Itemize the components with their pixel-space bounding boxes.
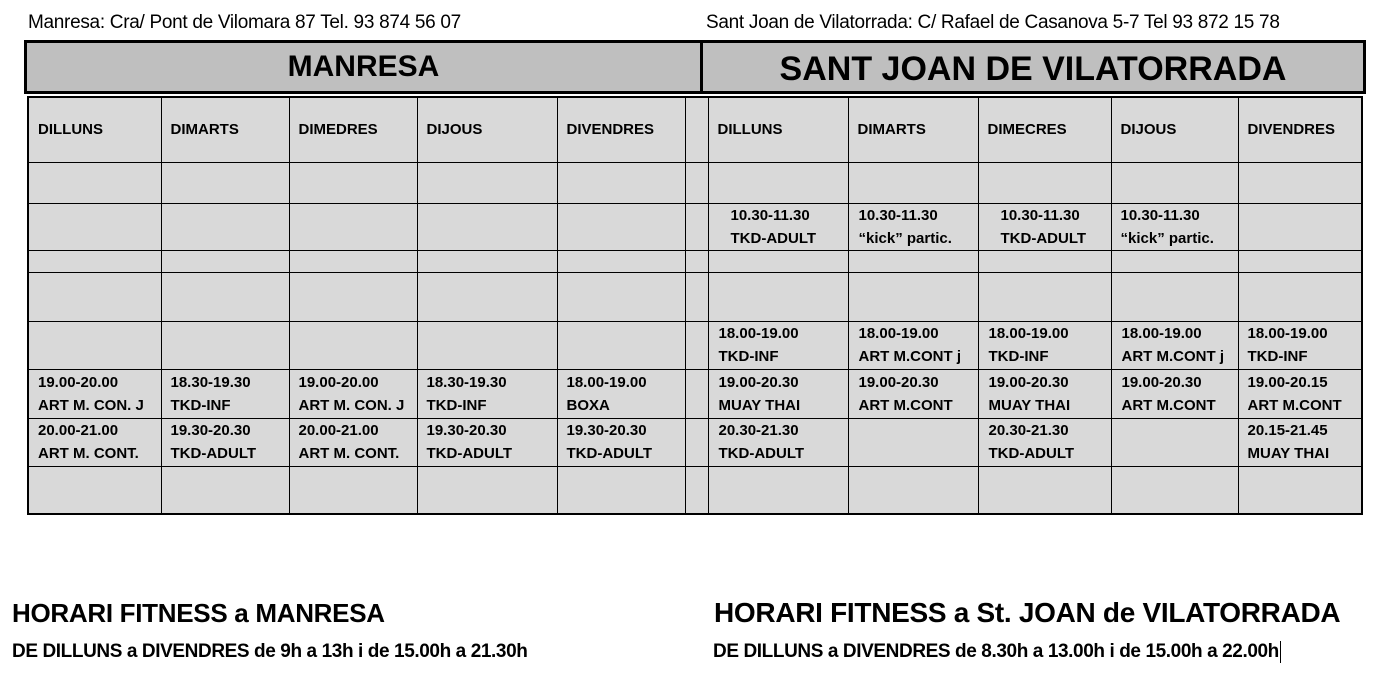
santjoan-class-cell bbox=[848, 162, 978, 203]
class-time: 18.00-19.00 bbox=[718, 325, 799, 342]
manresa-class-cell bbox=[417, 162, 557, 203]
manresa-class-cell bbox=[289, 203, 417, 250]
santjoan-class-cell bbox=[978, 162, 1111, 203]
schedule-row bbox=[28, 418, 1362, 466]
manresa-class-cell bbox=[417, 369, 557, 418]
class-time: 10.30-11.30 bbox=[1000, 206, 1080, 224]
santjoan-class-cell bbox=[978, 250, 1111, 272]
schedule-row bbox=[28, 321, 1362, 369]
class-name: MUAY THAI bbox=[1247, 445, 1330, 462]
class-time: 20.00-21.00 bbox=[38, 422, 119, 439]
manresa-class-cell bbox=[161, 162, 289, 203]
santjoan-class-cell bbox=[848, 272, 978, 321]
manresa-class-cell bbox=[557, 203, 685, 250]
class-name: ART M. CON. J bbox=[298, 396, 405, 414]
class-time: 18.00-19.00 bbox=[858, 325, 939, 342]
class-time: 18.00-19.00 bbox=[1247, 325, 1328, 342]
class-name: ART M. CONT. bbox=[38, 445, 139, 462]
manresa-day-header: DIMARTS bbox=[161, 97, 289, 162]
class-time: 20.15-21.45 bbox=[1247, 422, 1328, 439]
manresa-class-cell bbox=[557, 466, 685, 514]
class-time: 18.00-19.00 bbox=[988, 325, 1069, 342]
gap-column bbox=[685, 250, 708, 272]
santjoan-class-cell bbox=[1238, 203, 1362, 250]
manresa-class-cell bbox=[557, 321, 685, 369]
class-time: 19.00-20.30 bbox=[988, 373, 1069, 391]
santjoan-title: SANT JOAN DE VILATORRADA bbox=[779, 49, 1287, 88]
class-name: ART M.CONT bbox=[858, 396, 953, 414]
santjoan-class-cell bbox=[1238, 466, 1362, 514]
manresa-class-cell bbox=[289, 418, 417, 466]
manresa-class-cell bbox=[161, 321, 289, 369]
santjoan-class-cell bbox=[848, 418, 978, 466]
class-name: TKD-ADULT bbox=[1000, 229, 1087, 247]
santjoan-class-cell bbox=[848, 466, 978, 514]
class-time: 18.00-19.00 bbox=[1121, 325, 1202, 342]
class-time: 19.00-20.30 bbox=[858, 373, 939, 391]
gap-column bbox=[685, 203, 708, 250]
class-name: TKD-INF bbox=[1247, 348, 1308, 365]
manresa-class-cell bbox=[28, 203, 161, 250]
santjoan-class-cell bbox=[1111, 321, 1238, 369]
santjoan-class-cell bbox=[708, 321, 848, 369]
santjoan-class-cell bbox=[978, 203, 1111, 250]
manresa-class-cell bbox=[417, 272, 557, 321]
manresa-class-cell bbox=[557, 272, 685, 321]
manresa-class-cell bbox=[417, 203, 557, 250]
manresa-class-cell bbox=[417, 418, 557, 466]
manresa-class-cell bbox=[28, 466, 161, 514]
manresa-class-cell bbox=[28, 321, 161, 369]
santjoan-class-cell bbox=[978, 272, 1111, 321]
manresa-title: MANRESA bbox=[27, 43, 703, 91]
manresa-class-cell bbox=[161, 418, 289, 466]
manresa-fitness-hours: DE DILLUNS a DIVENDRES de 9h a 13h i de 15.00h a 21.30h bbox=[12, 641, 528, 662]
manresa-day-header: DILLUNS bbox=[28, 97, 161, 162]
class-time: 20.30-21.30 bbox=[718, 422, 799, 439]
gap-column bbox=[685, 369, 708, 418]
class-time: 19.00-20.30 bbox=[718, 373, 799, 391]
santjoan-fitness-hours-line[interactable] bbox=[713, 641, 1281, 663]
santjoan-class-cell bbox=[1238, 272, 1362, 321]
manresa-class-cell bbox=[557, 418, 685, 466]
class-name: ART M.CONT j bbox=[1121, 348, 1224, 365]
santjoan-class-cell bbox=[1238, 369, 1362, 418]
class-time: 19.00-20.00 bbox=[298, 373, 379, 391]
class-time: 18.30-19.30 bbox=[426, 373, 507, 391]
santjoan-class-cell bbox=[1111, 466, 1238, 514]
manresa-class-cell bbox=[417, 466, 557, 514]
manresa-class-cell bbox=[28, 418, 161, 466]
class-time: 19.00-20.30 bbox=[1121, 373, 1202, 391]
location-banner bbox=[24, 40, 1366, 94]
manresa-class-cell bbox=[161, 272, 289, 321]
manresa-class-cell bbox=[289, 250, 417, 272]
manresa-class-cell bbox=[417, 250, 557, 272]
class-name: TKD-INF bbox=[718, 348, 779, 365]
manresa-fitness-title: HORARI FITNESS a MANRESA bbox=[12, 598, 385, 628]
class-name: BOXA bbox=[566, 396, 610, 414]
manresa-class-cell bbox=[161, 466, 289, 514]
class-name: ART M.CONT j bbox=[858, 348, 961, 365]
santjoan-day-header: DIMECRES bbox=[978, 97, 1111, 162]
class-time: 20.30-21.30 bbox=[988, 422, 1069, 439]
manresa-class-cell bbox=[28, 369, 161, 418]
manresa-class-cell bbox=[161, 250, 289, 272]
class-time: 18.00-19.00 bbox=[566, 373, 647, 391]
class-time: 19.30-20.30 bbox=[426, 422, 507, 439]
manresa-class-cell bbox=[161, 369, 289, 418]
manresa-class-cell bbox=[557, 162, 685, 203]
class-time: 10.30-11.30 bbox=[1120, 206, 1200, 224]
class-name: TKD-ADULT bbox=[170, 445, 257, 462]
santjoan-fitness-title: HORARI FITNESS a St. JOAN de VILATORRADA bbox=[714, 597, 1341, 628]
santjoan-class-cell bbox=[1238, 321, 1362, 369]
manresa-class-cell bbox=[161, 203, 289, 250]
gap-column bbox=[685, 321, 708, 369]
santjoan-fitness-hours: DE DILLUNS a DIVENDRES de 8.30h a 13.00h i de 15.00h a 22.00h bbox=[713, 641, 1279, 663]
santjoan-day-header: DILLUNS bbox=[708, 97, 848, 162]
class-time: 19.00-20.15 bbox=[1247, 373, 1328, 391]
santjoan-class-cell bbox=[708, 162, 848, 203]
santjoan-class-cell bbox=[1111, 369, 1238, 418]
santjoan-address: Sant Joan de Vilatorrada: C/ Rafael de Casanova 5-7 Tel 93 872 15 78 bbox=[706, 12, 1280, 33]
schedule-row bbox=[28, 272, 1362, 321]
santjoan-class-cell bbox=[1111, 272, 1238, 321]
class-name: TKD-ADULT bbox=[988, 445, 1075, 462]
schedule-table bbox=[27, 96, 1363, 515]
santjoan-class-cell bbox=[1111, 162, 1238, 203]
class-time: 19.30-20.30 bbox=[170, 422, 251, 439]
class-time: 20.00-21.00 bbox=[298, 422, 379, 439]
santjoan-class-cell bbox=[848, 321, 978, 369]
santjoan-class-cell bbox=[848, 203, 978, 250]
class-time: 18.30-19.30 bbox=[170, 373, 251, 391]
manresa-class-cell bbox=[289, 272, 417, 321]
manresa-day-header: DIMEDRES bbox=[289, 97, 417, 162]
class-name: ART M. CON. J bbox=[38, 396, 144, 414]
class-name: ART M.CONT bbox=[1121, 396, 1216, 414]
manresa-class-cell bbox=[289, 321, 417, 369]
manresa-address: Manresa: Cra/ Pont de Vilomara 87 Tel. 93 874 56 07 bbox=[28, 12, 461, 33]
manresa-class-cell bbox=[417, 321, 557, 369]
santjoan-class-cell bbox=[848, 250, 978, 272]
gap-column bbox=[685, 162, 708, 203]
santjoan-class-cell bbox=[978, 418, 1111, 466]
class-name: ART M. CONT. bbox=[298, 445, 400, 462]
santjoan-class-cell bbox=[848, 369, 978, 418]
manresa-class-cell bbox=[289, 466, 417, 514]
class-time: 19.00-20.00 bbox=[38, 373, 119, 391]
schedule-row bbox=[28, 162, 1362, 203]
santjoan-class-cell bbox=[978, 369, 1111, 418]
manresa-day-header: DIJOUS bbox=[417, 97, 557, 162]
gap-column bbox=[685, 418, 708, 466]
manresa-class-cell bbox=[557, 369, 685, 418]
santjoan-class-cell bbox=[1238, 162, 1362, 203]
schedule-row bbox=[28, 203, 1362, 250]
class-name: TKD-ADULT bbox=[730, 229, 817, 247]
santjoan-class-cell bbox=[978, 466, 1111, 514]
manresa-class-cell bbox=[289, 162, 417, 203]
class-name: ART M.CONT bbox=[1247, 396, 1342, 414]
santjoan-class-cell bbox=[1111, 203, 1238, 250]
santjoan-class-cell bbox=[1111, 418, 1238, 466]
santjoan-class-cell bbox=[708, 466, 848, 514]
santjoan-class-cell bbox=[978, 321, 1111, 369]
gap-column bbox=[685, 97, 708, 162]
santjoan-class-cell bbox=[708, 203, 848, 250]
santjoan-class-cell bbox=[1111, 250, 1238, 272]
manresa-class-cell bbox=[557, 250, 685, 272]
class-name: TKD-ADULT bbox=[426, 445, 513, 462]
class-time: 19.30-20.30 bbox=[566, 422, 647, 439]
manresa-class-cell bbox=[28, 162, 161, 203]
santjoan-class-cell bbox=[1238, 418, 1362, 466]
class-name: TKD-INF bbox=[426, 396, 487, 414]
text-cursor bbox=[1280, 641, 1281, 663]
class-name: TKD-INF bbox=[170, 396, 231, 414]
manresa-class-cell bbox=[289, 369, 417, 418]
class-name: TKD-INF bbox=[988, 348, 1049, 365]
santjoan-class-cell bbox=[708, 369, 848, 418]
class-name: MUAY THAI bbox=[718, 396, 801, 414]
class-name: TKD-ADULT bbox=[718, 445, 805, 462]
manresa-day-header: DIVENDRES bbox=[557, 97, 685, 162]
class-time: 10.30-11.30 bbox=[858, 206, 938, 224]
class-name: TKD-ADULT bbox=[566, 445, 653, 462]
manresa-class-cell bbox=[28, 272, 161, 321]
santjoan-class-cell bbox=[708, 250, 848, 272]
day-header-row bbox=[28, 97, 1362, 162]
schedule-row bbox=[28, 466, 1362, 514]
gap-column bbox=[685, 466, 708, 514]
santjoan-class-cell bbox=[708, 272, 848, 321]
santjoan-class-cell bbox=[708, 418, 848, 466]
santjoan-day-header: DIMARTS bbox=[848, 97, 978, 162]
class-time: 10.30-11.30 bbox=[730, 206, 810, 224]
santjoan-class-cell bbox=[1238, 250, 1362, 272]
gap-column bbox=[685, 272, 708, 321]
schedule-row bbox=[28, 250, 1362, 272]
class-name: “kick” partic. bbox=[858, 229, 952, 247]
manresa-class-cell bbox=[28, 250, 161, 272]
santjoan-day-header: DIJOUS bbox=[1111, 97, 1238, 162]
santjoan-day-header: DIVENDRES bbox=[1238, 97, 1362, 162]
class-name: “kick” partic. bbox=[1120, 229, 1214, 247]
schedule-row bbox=[28, 369, 1362, 418]
class-name: MUAY THAI bbox=[988, 396, 1071, 414]
